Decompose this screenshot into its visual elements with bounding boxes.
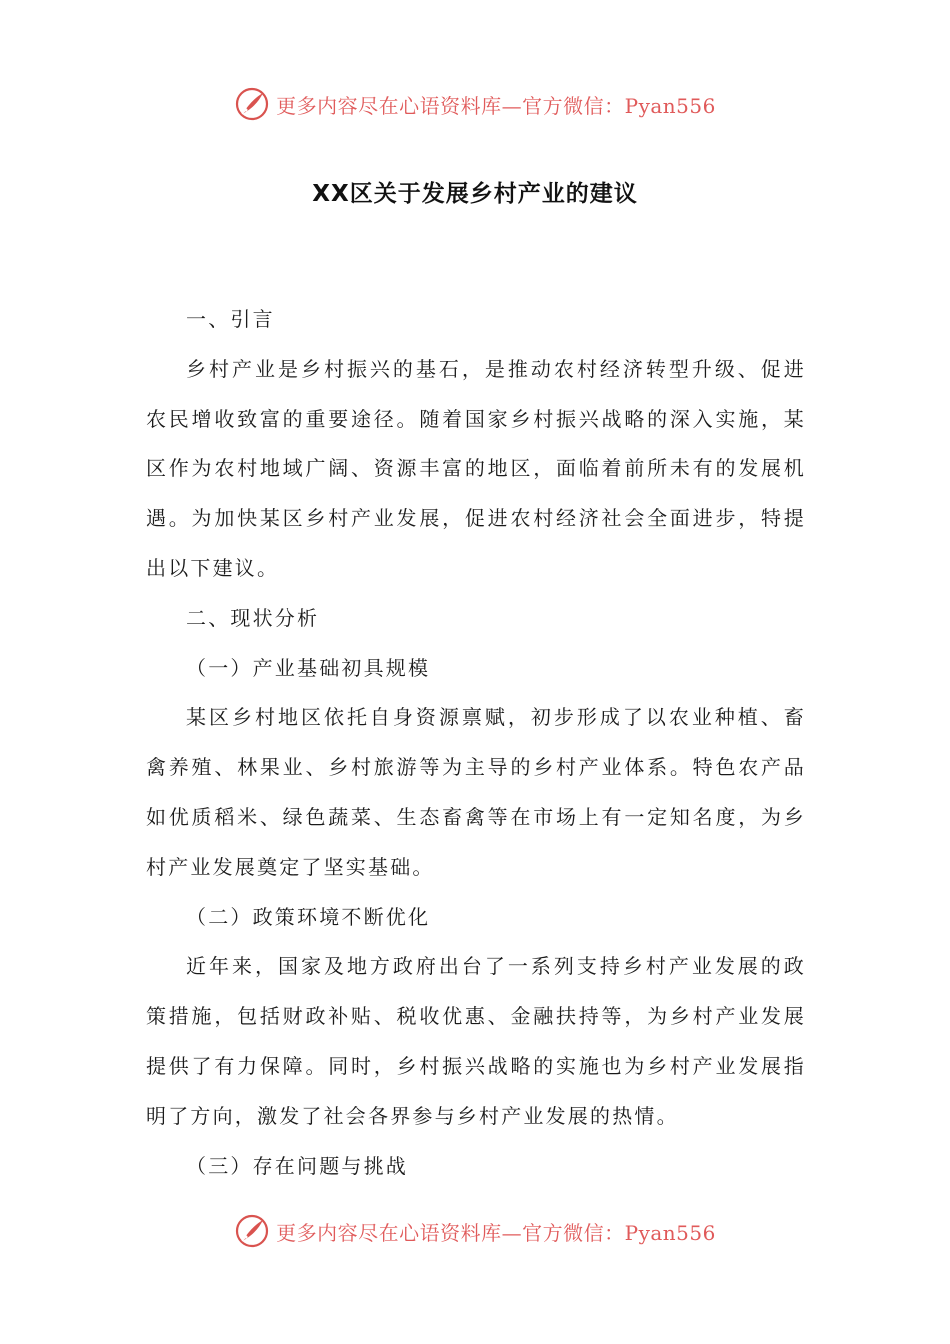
watermark-text: 更多内容尽在心语资料库—官方微信：Pyan556 <box>276 93 716 118</box>
document-body <box>146 295 806 1191</box>
watermark-text: 更多内容尽在心语资料库—官方微信：Pyan556 <box>276 1220 716 1245</box>
section-heading-introduction: 一、引言 <box>186 307 275 331</box>
paragraph-introduction: 乡村产业是乡村振兴的基石，是推动农村经济转型升级、促进农民增收致富的重要途径。随着国家乡村振兴战略的深入实施，某区作为农村地域广阔、资源丰富的地区，面临着前所未有的发展机遇。为加快某区乡村产业发展，促进农村经济社会全面进步，特提出以下建议。 <box>146 356 806 580</box>
watermark-banner-top <box>0 82 950 126</box>
paragraph-industry-foundation: 某区乡村地区依托自身资源禀赋，初步形成了以农业种植、畜禽养殖、林果业、乡村旅游等为主导的乡村产业体系。特色农产品如优质稻米、绿色蔬菜、生态畜禽等在市场上有一定知名度，为乡村产业发展奠定了坚实基础。 <box>146 705 806 879</box>
paragraph-policy-environment: 近年来，国家及地方政府出台了一系列支持乡村产业发展的政策措施，包括财政补贴、税收优惠、金融扶持等，为乡村产业发展提供了有力保障。同时，乡村振兴战略的实施也为乡村产业发展指明了方向，激发了社会各界参与乡村产业发展的热情。 <box>146 954 806 1128</box>
quill-pen-logo-icon <box>234 86 270 122</box>
section-heading-status-analysis: 二、现状分析 <box>186 605 320 630</box>
watermark-banner-bottom <box>0 1209 950 1253</box>
document-title: XX区关于发展乡村产业的建议 <box>312 181 638 207</box>
subheading-policy-environment: （二）政策环境不断优化 <box>186 904 431 929</box>
subheading-problems-challenges: （三）存在问题与挑战 <box>186 1153 408 1178</box>
subheading-industry-foundation: （一）产业基础初具规模 <box>186 655 431 680</box>
quill-pen-logo-icon <box>234 1213 270 1249</box>
